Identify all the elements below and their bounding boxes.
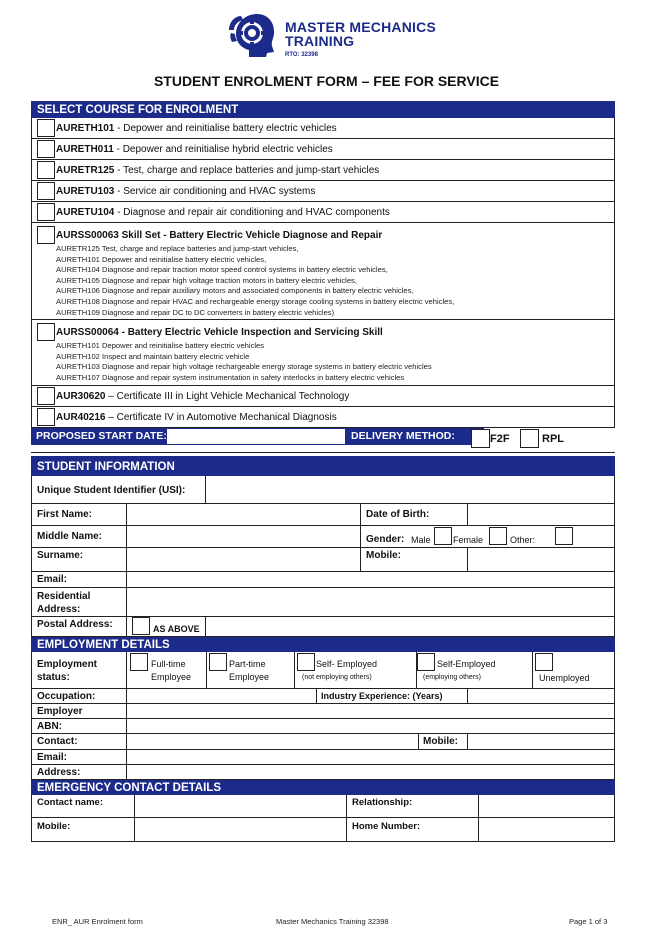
course-label: AURETR125 - Test, charge and replace batteries and jump-start vehicles — [56, 165, 380, 176]
employment-header: EMPLOYMENT DETAILS — [31, 637, 615, 652]
middle-name-input[interactable] — [127, 526, 359, 547]
course-label: AURETU104 - Diagnose and repair air conditioning and HVAC components — [56, 207, 390, 218]
gender-female-label: Female — [453, 535, 484, 545]
usi-row — [31, 476, 615, 504]
residential-row — [31, 588, 615, 617]
gender-male-label: Male — [411, 535, 431, 545]
residential-label-line1: Residential — [37, 591, 91, 602]
employer-label: Employer — [37, 706, 83, 717]
self1-line2: (not employing others) — [302, 674, 372, 681]
employer-email-input[interactable] — [127, 750, 614, 764]
course-checkbox[interactable] — [37, 203, 55, 221]
industry-experience-label: Industry Experience: (Years) — [321, 691, 443, 701]
employer-address-label: Address: — [37, 767, 81, 778]
home-number-input[interactable] — [479, 818, 614, 841]
divider — [360, 526, 361, 547]
postal-address-label: Postal Address: — [37, 619, 113, 630]
residential-label-line2: Address: — [37, 604, 81, 615]
surname-label: Surname: — [37, 550, 84, 561]
start-delivery-row — [31, 428, 615, 453]
logo-text — [285, 20, 436, 48]
f2f-checkbox[interactable] — [471, 429, 490, 448]
divider — [360, 548, 361, 571]
divider — [532, 652, 533, 688]
student-mobile-input[interactable] — [468, 548, 614, 571]
usi-label: Unique Student Identifier (USI): — [37, 485, 186, 496]
unit-item: AURETH104 Diagnose and repair traction motor speed control systems in battery electric vehicles, — [56, 265, 388, 275]
course-checkbox[interactable] — [37, 140, 55, 158]
relationship-label: Relationship: — [352, 797, 413, 808]
divider — [346, 818, 347, 841]
fulltime-line2: Employee — [151, 672, 192, 682]
course-label: AURETH011 - Depower and reinitialise hybrid electric vehicles — [56, 144, 333, 155]
logo-line-1: MASTER MECHANICS — [285, 19, 436, 35]
skillset-units — [56, 244, 454, 318]
employer-email-row — [31, 750, 615, 765]
footer-page-number: Page 1 of 3 — [569, 917, 608, 926]
residential-address-label — [37, 590, 90, 616]
course-row — [31, 118, 615, 139]
divider — [418, 734, 419, 749]
qualification-row — [31, 386, 615, 407]
f2f-label: F2F — [490, 433, 510, 445]
employer-contact-label: Contact: — [37, 736, 78, 747]
unit-item: AURETH101 Depower and reinitialise battery electric vehicles — [56, 341, 265, 350]
gender-other-label: Other: — [510, 535, 536, 545]
gender-female-checkbox[interactable] — [489, 527, 507, 545]
qualification-label: AUR30620 – Certificate III in Light Vehicle Mechanical Technology — [56, 391, 350, 402]
parttime-line2: Employee — [229, 672, 270, 682]
fulltime-line1: Full-time — [151, 659, 186, 669]
emergency-contact-name-input[interactable] — [135, 795, 345, 817]
divider — [206, 652, 207, 688]
logo-rto: RTO: 32398 — [285, 52, 318, 58]
skillset-row — [31, 223, 615, 320]
student-mobile-label: Mobile: — [366, 550, 401, 561]
course-checkbox[interactable] — [37, 161, 55, 179]
unit-item: AURETH109 Diagnose and repair DC to DC converters in battery electric vehicles) — [56, 307, 335, 317]
course-checkbox[interactable] — [37, 182, 55, 200]
contact-row — [31, 734, 615, 750]
occupation-label: Occupation: — [37, 691, 96, 702]
form-title: STUDENT ENROLMENT FORM – FEE FOR SERVICE — [153, 73, 500, 89]
abn-row — [31, 719, 615, 734]
fulltime-label — [151, 658, 191, 684]
divider — [360, 504, 361, 525]
course-label: AURETU103 - Service air conditioning and HVAC systems — [56, 186, 316, 197]
skillset-title: AURSS00063 Skill Set - Battery Electric Vehicle Diagnose and Repair — [56, 230, 383, 241]
rpl-checkbox[interactable] — [520, 429, 539, 448]
logo-line-2: TRAINING — [285, 33, 355, 49]
occupation-row — [31, 689, 615, 704]
qualification-checkbox[interactable] — [37, 408, 55, 426]
dob-label: Date of Birth: — [366, 509, 430, 520]
as-above-label: AS ABOVE — [153, 624, 200, 634]
employment-status-line1: Employment — [37, 659, 98, 670]
emergency-contact-row — [31, 795, 615, 818]
home-number-label: Home Number: — [352, 821, 421, 832]
delivery-method-label: DELIVERY METHOD: — [351, 430, 455, 442]
occupation-input[interactable] — [127, 689, 315, 703]
gender-other-checkbox[interactable] — [555, 527, 573, 545]
emergency-mobile-input[interactable] — [135, 818, 345, 841]
employer-address-row — [31, 765, 615, 780]
emergency-contact-name-label: Contact name: — [37, 797, 103, 808]
unemployed-checkbox[interactable] — [535, 653, 553, 671]
student-info-header: STUDENT INFORMATION — [31, 456, 615, 476]
qualification-checkbox[interactable] — [37, 387, 55, 405]
course-section-header: SELECT COURSE FOR ENROLMENT — [31, 101, 615, 118]
enrolment-form — [31, 101, 615, 842]
start-date-input[interactable] — [166, 428, 346, 445]
parttime-line1: Part-time — [229, 659, 266, 669]
postal-address-input[interactable] — [206, 617, 614, 636]
divider — [126, 617, 127, 636]
email-row — [31, 572, 615, 588]
parttime-label — [229, 658, 269, 684]
rpl-label: RPL — [542, 433, 564, 445]
self2-line1: Self-Employed — [437, 659, 496, 669]
parttime-checkbox[interactable] — [209, 653, 227, 671]
as-above-checkbox[interactable] — [132, 617, 150, 635]
divider — [126, 652, 127, 688]
qualification-row — [31, 407, 615, 428]
unemployed-label: Unemployed — [539, 673, 590, 683]
first-name-input[interactable] — [127, 504, 359, 525]
surname-row — [31, 548, 615, 572]
relationship-input[interactable] — [479, 795, 614, 817]
dob-input[interactable] — [468, 504, 614, 525]
unit-item: AURETH106 Diagnose and repair auxiliary motors and associated components in battery electric vehicles, — [56, 286, 414, 296]
unit-item: AURETH105 Diagnose and repair high voltage traction motors in battery electric vehicles, — [56, 275, 357, 285]
middle-name-label: Middle Name: — [37, 531, 103, 542]
divider — [316, 689, 317, 703]
industry-experience-input[interactable] — [468, 689, 614, 703]
postal-row — [31, 617, 615, 637]
unit-item: AURETR125 Test, charge and replace batteries and jump-start vehicles, — [56, 244, 299, 253]
employment-status-row — [31, 652, 615, 689]
start-date-label: PROPOSED START DATE: — [36, 430, 167, 442]
logo — [227, 12, 467, 62]
head-gear-logo-icon — [227, 12, 277, 58]
first-name-label: First Name: — [37, 509, 93, 520]
middle-name-row — [31, 526, 615, 548]
course-row — [31, 160, 615, 181]
usi-input[interactable] — [206, 476, 614, 503]
self-employed-employing-label — [423, 658, 496, 684]
emergency-mobile-label: Mobile: — [37, 821, 71, 832]
unit-item: AURETH101 Depower and reinitialise battery electric vehicles, — [56, 254, 267, 264]
student-email-label: Email: — [37, 574, 68, 585]
course-row — [31, 139, 615, 160]
footer-center: Master Mechanics Training 32398 — [276, 917, 389, 926]
course-row — [31, 181, 615, 202]
employer-address-input[interactable] — [127, 765, 614, 779]
first-name-row — [31, 504, 615, 526]
employer-contact-input[interactable] — [127, 734, 417, 749]
footer-left: ENR_ AUR Enrolment form — [52, 917, 143, 926]
self-employed-not-employing-label — [302, 658, 377, 684]
self1-line1: Self- Employed — [316, 659, 378, 669]
emergency-phone-row — [31, 818, 615, 842]
fulltime-checkbox[interactable] — [130, 653, 148, 671]
employment-status-line2: status: — [37, 672, 70, 683]
skillset-units — [56, 341, 432, 383]
skillset-checkbox[interactable] — [37, 323, 55, 341]
qualification-label: AUR40216 – Certificate IV in Automotive Mechanical Diagnosis — [56, 412, 337, 423]
employer-mobile-label: Mobile: — [423, 736, 458, 747]
divider — [294, 652, 295, 688]
course-label: AURETH101 - Depower and reinitialise battery electric vehicles — [56, 123, 337, 134]
course-checkbox[interactable] — [37, 119, 55, 137]
divider — [346, 795, 347, 817]
unit-item: AURETH103 Diagnose and repair high voltage rechargeable energy storage systems in battery electric vehicles — [56, 362, 432, 372]
gender-label: Gender: — [366, 534, 405, 545]
student-email-input[interactable] — [127, 572, 614, 587]
skillset-checkbox[interactable] — [37, 226, 55, 244]
employer-row — [31, 704, 615, 719]
abn-input[interactable] — [127, 719, 614, 733]
surname-input[interactable] — [127, 548, 359, 571]
employer-mobile-input[interactable] — [468, 734, 614, 749]
employer-email-label: Email: — [37, 752, 68, 763]
course-row — [31, 202, 615, 223]
abn-label: ABN: — [37, 721, 62, 732]
unit-item: AURETH102 Inspect and maintain battery electric vehicle — [56, 351, 250, 361]
residential-address-input[interactable] — [127, 588, 614, 616]
unit-item: AURETH107 Diagnose and repair system instrumentation in safety interlocks in battery electric vehicles — [56, 372, 405, 382]
unit-item: AURETH108 Diagnose and repair HVAC and rechargeable energy storage cooling systems in battery electric vehicles, — [56, 296, 455, 306]
emergency-header: EMERGENCY CONTACT DETAILS — [31, 780, 615, 795]
gender-male-checkbox[interactable] — [434, 527, 452, 545]
employer-input[interactable] — [127, 704, 614, 718]
employment-status-label — [37, 658, 97, 684]
skillset-row — [31, 320, 615, 386]
self2-line2: (employing others) — [423, 674, 481, 681]
skillset-title: AURSS00064 - Battery Electric Vehicle Inspection and Servicing Skill — [56, 327, 383, 338]
